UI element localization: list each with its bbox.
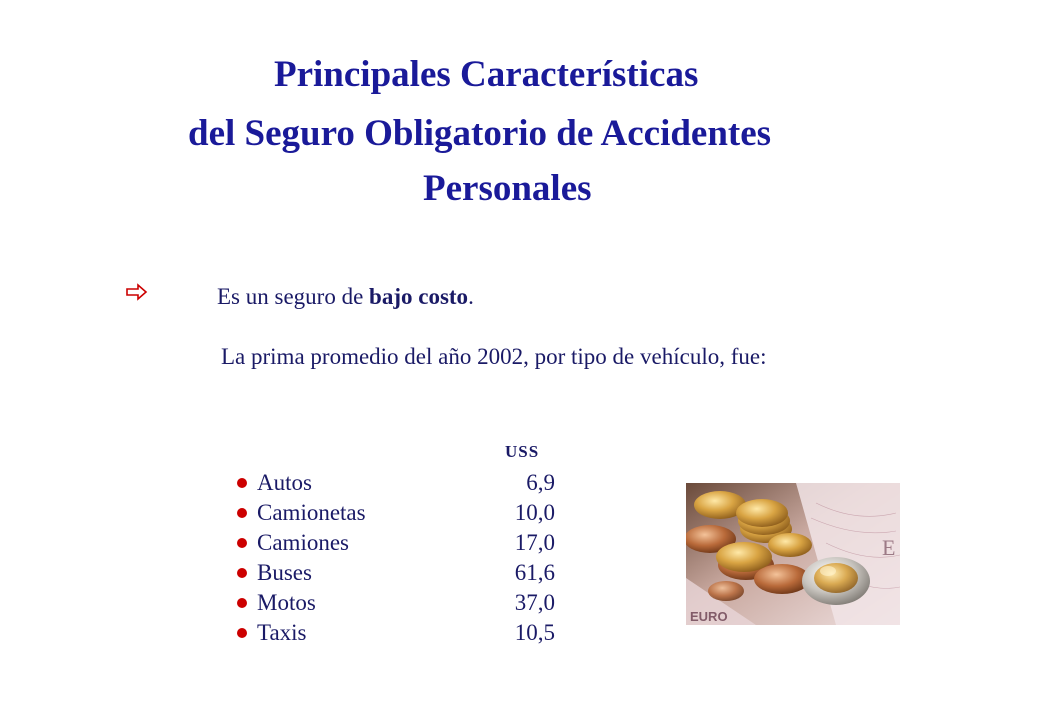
table-row	[237, 588, 567, 618]
low-cost-prefix: Es un seguro de	[217, 284, 370, 309]
vehicle-type: Camiones	[257, 530, 349, 555]
bullet-dot-icon	[237, 568, 247, 578]
premium-amount: 17,0	[514, 530, 555, 555]
table-row	[237, 468, 567, 498]
svg-text:E: E	[882, 535, 896, 560]
premium-amount: 6,9	[526, 470, 555, 495]
table-row	[237, 528, 567, 558]
bullet-dot-icon	[237, 628, 247, 638]
premium-amount: 10,5	[514, 620, 555, 645]
vehicle-type: Autos	[257, 470, 312, 495]
banknote-euro-label: EURO	[690, 609, 728, 624]
bullet-dot-icon	[237, 538, 247, 548]
premium-amount: 61,6	[514, 560, 555, 585]
table-row	[237, 498, 567, 528]
title-line-3: Personales	[423, 168, 592, 209]
low-cost-emphasis: bajo costo	[369, 284, 469, 309]
premium-amount: 10,0	[514, 500, 555, 525]
bullet-dot-icon	[237, 598, 247, 608]
vehicle-type: Buses	[257, 560, 312, 585]
title-line-1: Principales Características	[274, 54, 699, 95]
premium-amount: 37,0	[514, 590, 555, 615]
bullet-dot-icon	[237, 478, 247, 488]
table-row	[237, 618, 567, 648]
hollow-right-arrow-icon	[126, 283, 148, 301]
currency-header: USS	[505, 442, 540, 461]
coins-illustration	[686, 483, 900, 625]
low-cost-suffix: .	[468, 284, 474, 309]
coins-photo	[686, 483, 900, 625]
premium-table	[237, 468, 567, 648]
title-line-2: del Seguro Obligatorio de Accidentes	[188, 113, 772, 154]
table-row	[237, 558, 567, 588]
vehicle-type: Motos	[257, 590, 316, 615]
bullet-dot-icon	[237, 508, 247, 518]
low-cost-statement	[217, 285, 474, 308]
vehicle-type: Taxis	[257, 620, 307, 645]
premium-intro: La prima promedio del año 2002, por tipo de vehículo, fue:	[221, 344, 767, 369]
vehicle-type: Camionetas	[257, 500, 366, 525]
